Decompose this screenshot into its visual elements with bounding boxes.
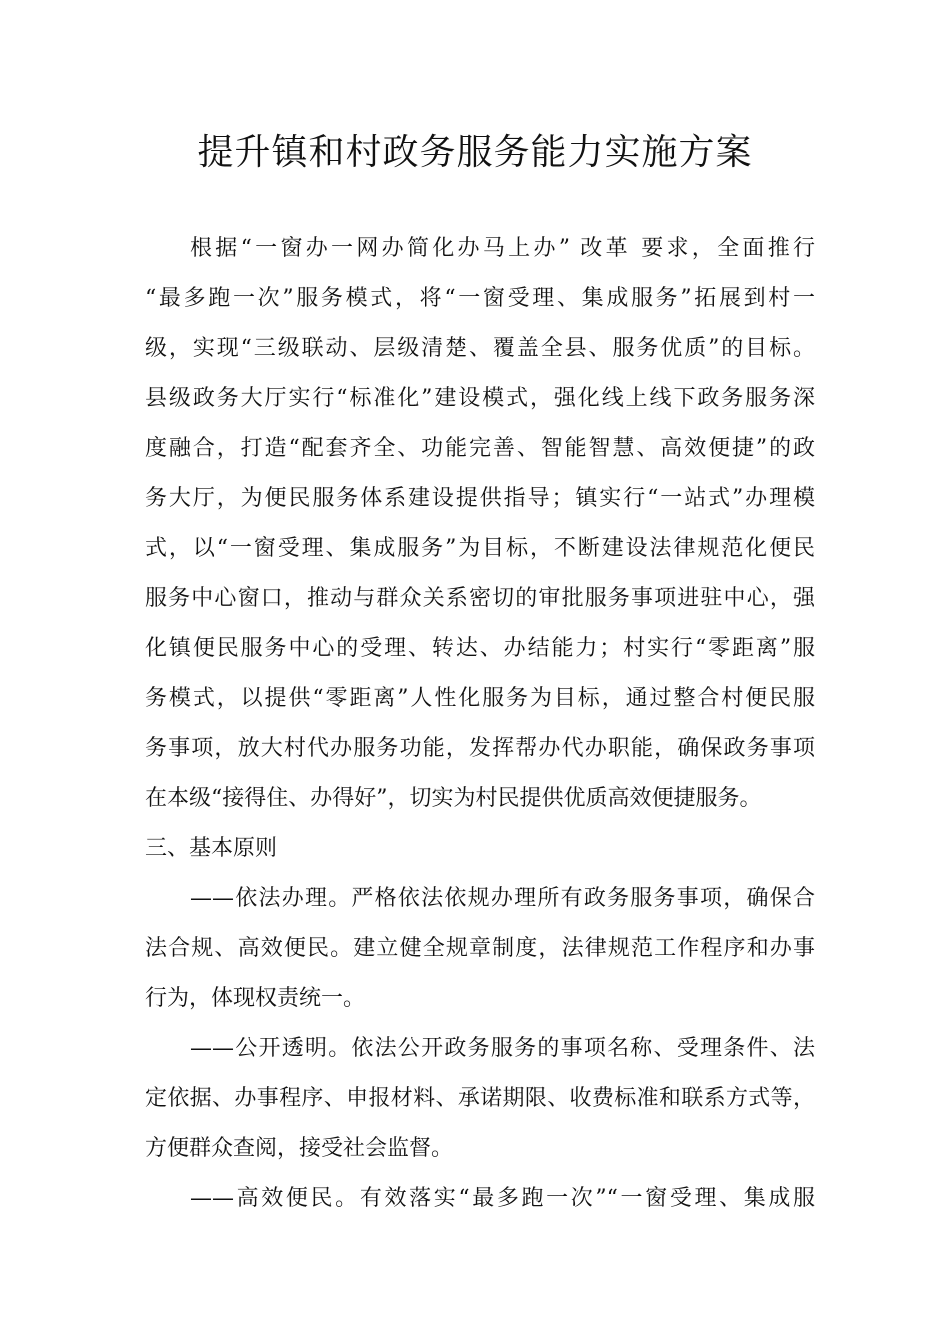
document-title: 提升镇和村政务服务能力实施方案	[197, 132, 753, 173]
body-line: 务模式，以提供“零距离”人性化服务为目标，通过整合村便民服	[145, 686, 815, 711]
body-line: 度融合，打造“配套齐全、功能完善、智能智慧、高效便捷”的政	[145, 436, 815, 461]
body-line: 法合规、高效便民。建立健全规章制度，法律规范工作程序和办事	[145, 936, 815, 961]
body-line: ——依法办理。严格依法依规办理所有政务服务事项，确保合	[190, 886, 815, 911]
body-line: 级，实现“三级联动、层级清楚、覆盖全县、服务优质”的目标。	[145, 336, 815, 361]
body-line: ——公开透明。依法公开政务服务的事项名称、受理条件、法	[190, 1036, 815, 1061]
body-line: 务事项，放大村代办服务功能，发挥帮办代办职能，确保政务事项	[145, 736, 815, 761]
section-heading: 三、基本原则	[145, 836, 278, 861]
body-line: ——高效便民。有效落实“最多跑一次”“一窗受理、集成服	[190, 1186, 815, 1211]
body-line: 方便群众查阅，接受社会监督。	[145, 1136, 454, 1161]
body-line: 定依据、办事程序、申报材料、承诺期限、收费标准和联系方式等，	[145, 1086, 815, 1111]
body-line: 化镇便民服务中心的受理、转达、办结能力；村实行“零距离”服	[145, 636, 815, 661]
body-line: 根据“一窗办一网办简化办马上办” 改革 要求，全面推行	[190, 236, 815, 261]
body-line: 服务中心窗口，推动与群众关系密切的审批服务事项进驻中心，强	[145, 586, 815, 611]
body-line: 在本级“接得住、办得好”，切实为村民提供优质高效便捷服务。	[145, 786, 762, 811]
body-line: 式，以“一窗受理、集成服务”为目标，不断建设法律规范化便民	[145, 536, 815, 561]
body-line: “最多跑一次”服务模式，将“一窗受理、集成服务”拓展到村一	[145, 286, 815, 311]
body-line: 行为，体现权责统一。	[145, 986, 366, 1011]
body-line: 县级政务大厅实行“标准化”建设模式，强化线上线下政务服务深	[145, 386, 815, 411]
body-line: 务大厅，为便民服务体系建设提供指导；镇实行“一站式”办理模	[145, 486, 815, 511]
